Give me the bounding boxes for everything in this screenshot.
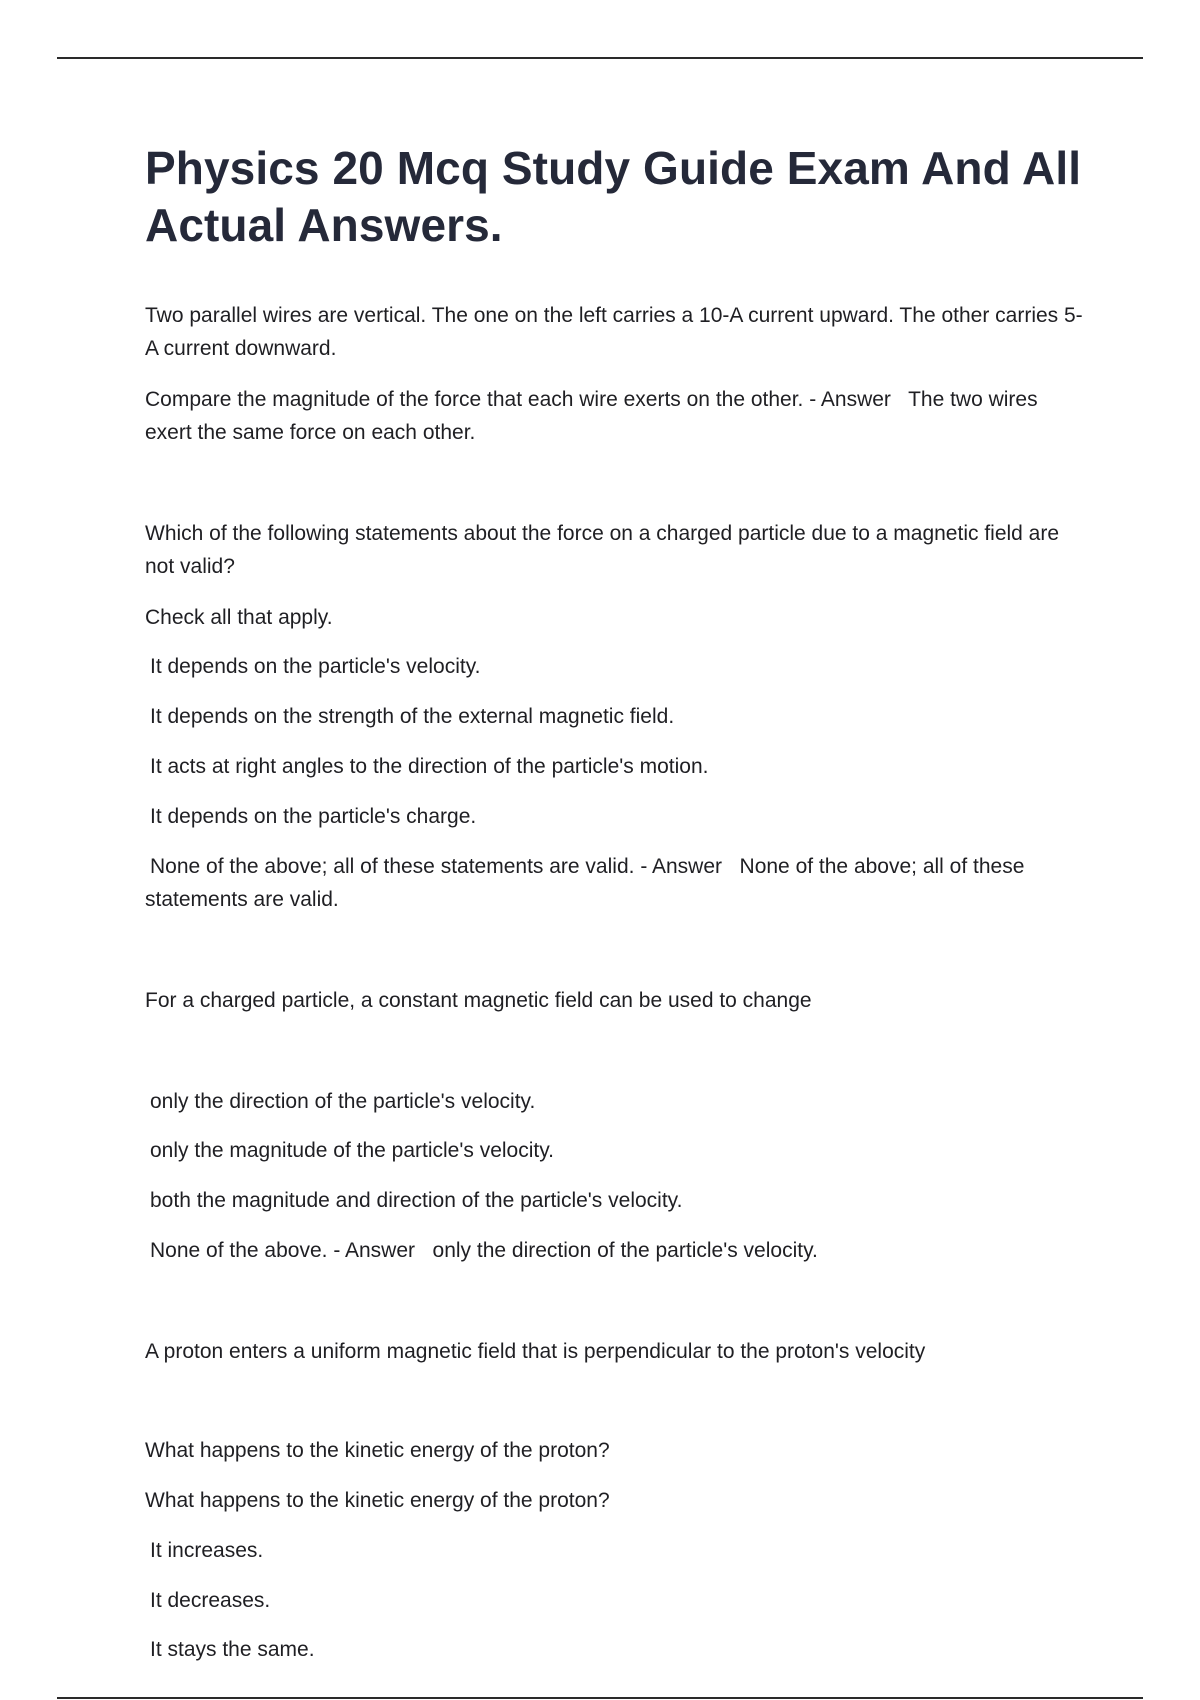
q3-option-2: only the magnitude of the particle's velocity.: [150, 1139, 555, 1162]
question-1: [145, 299, 1085, 449]
q3-option-4-answer: [145, 1234, 1085, 1267]
top-divider: [57, 57, 1143, 59]
q4-question-1: What happens to the kinetic energy of the proton?: [145, 1439, 610, 1462]
document-body: [145, 140, 1085, 1666]
q2-answer-label: - Answer: [640, 855, 723, 878]
question-2: [145, 517, 1085, 916]
q1-answer: The two wires exert the same force on each other.: [145, 388, 1038, 444]
q4-option-2: It decreases.: [150, 1589, 271, 1612]
q2-option-5: None of the above; all of these statements are valid.: [150, 855, 635, 878]
q3-answer: only the direction of the particle's velocity.: [432, 1239, 818, 1262]
q3-option-3: both the magnitude and direction of the particle's velocity.: [150, 1189, 683, 1212]
q4-option-3: It stays the same.: [150, 1638, 315, 1661]
q2-instruction: Check all that apply.: [145, 606, 333, 629]
q1-question: Compare the magnitude of the force that each wire exerts on the other.: [145, 388, 804, 411]
q4-question-2: What happens to the kinetic energy of the proton?: [145, 1489, 610, 1512]
q3-option-4: None of the above.: [150, 1239, 328, 1262]
q3-option-1: only the direction of the particle's velocity.: [150, 1090, 536, 1113]
q3-stem: For a charged particle, a constant magnetic field can be used to change: [145, 989, 812, 1012]
q2-option-1: It depends on the particle's velocity.: [150, 655, 481, 678]
q2-answer: None of the above; all of these statements are valid.: [145, 855, 1025, 911]
q2-option-3: It acts at right angles to the direction of the particle's motion.: [150, 755, 709, 778]
bottom-divider: [57, 1697, 1143, 1699]
question-4: [145, 1335, 1085, 1666]
q1-question-answer: [145, 383, 1085, 449]
q2-option-2: It depends on the strength of the external magnetic field.: [150, 705, 675, 728]
q1-stem: Two parallel wires are vertical. The one on the left carries a 10-A current upward. The other carries 5-A current downward.: [145, 304, 1083, 360]
q1-answer-label: - Answer: [809, 388, 891, 411]
document-title: Physics 20 Mcq Study Guide Exam And All Actual Answers.: [145, 142, 1082, 251]
q2-option-5-answer: [145, 850, 1085, 916]
q2-stem: Which of the following statements about the force on a charged particle due to a magnetic field are not valid?: [145, 522, 1060, 578]
q4-stem: A proton enters a uniform magnetic field that is perpendicular to the proton's velocity: [145, 1340, 926, 1363]
q2-option-4: It depends on the particle's charge.: [150, 805, 477, 828]
q4-option-1: It increases.: [150, 1539, 264, 1562]
q3-answer-label: - Answer: [333, 1239, 416, 1262]
question-3: [145, 984, 1085, 1267]
